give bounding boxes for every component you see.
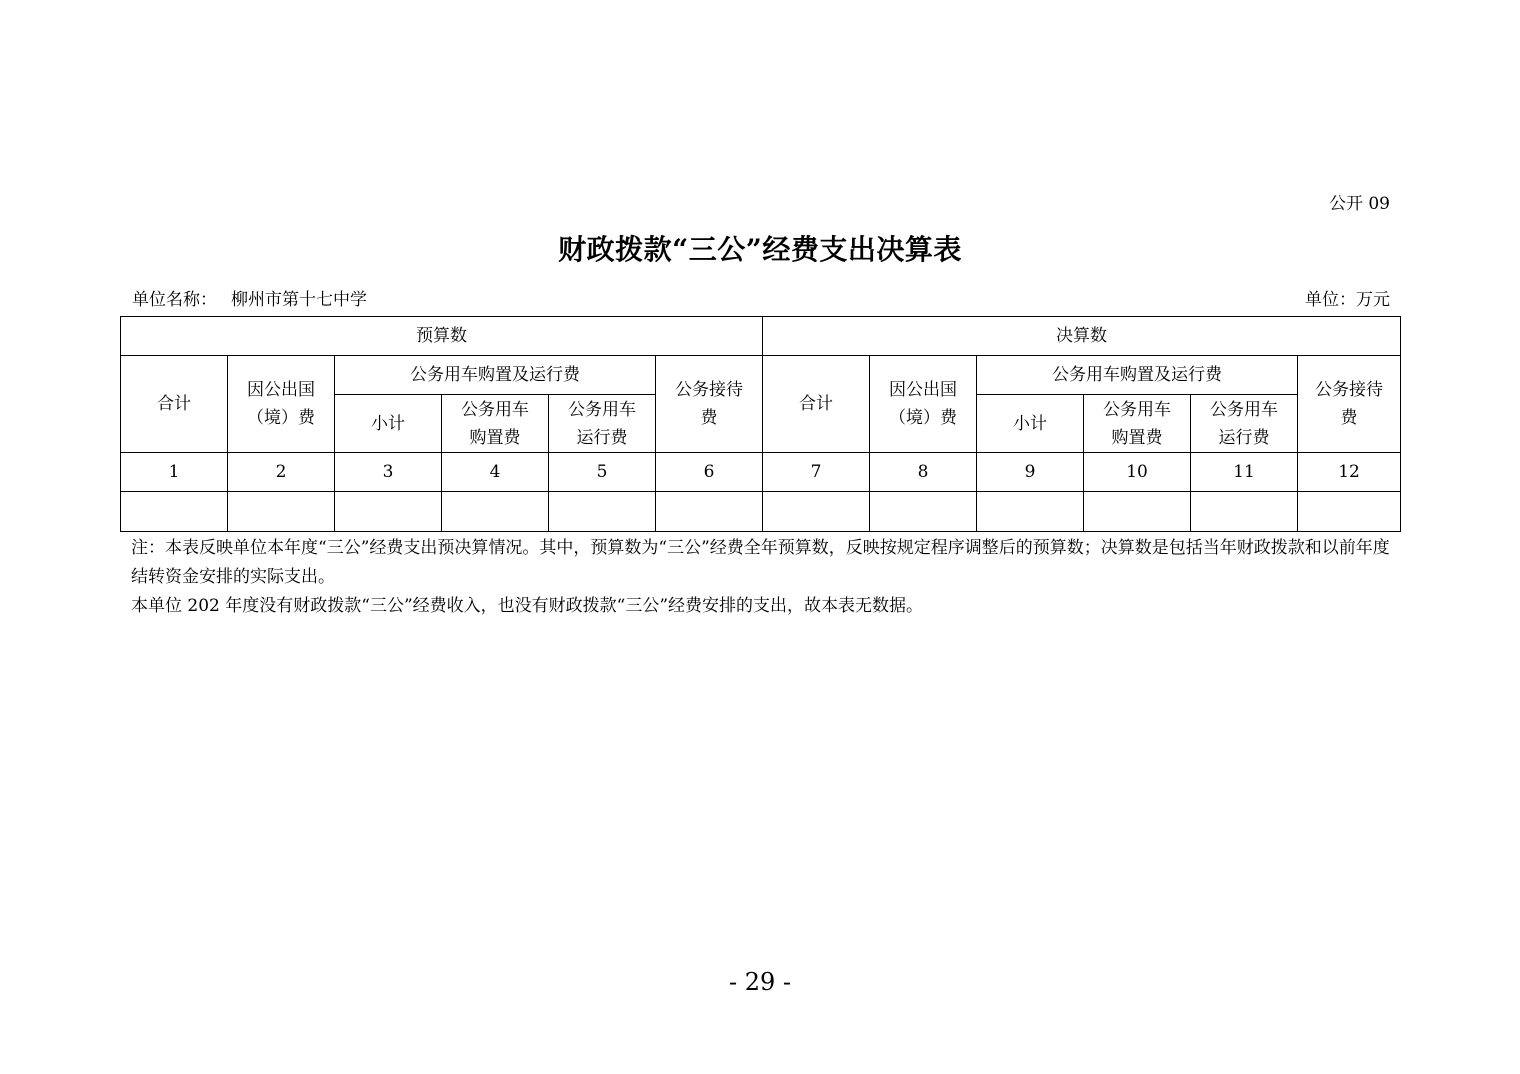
column-number: 12 — [1298, 453, 1401, 492]
budget-total-header: 合计 — [121, 356, 228, 453]
group-header-row — [121, 317, 1401, 356]
column-number: 4 — [442, 453, 549, 492]
column-number: 1 — [121, 453, 228, 492]
column-number: 3 — [335, 453, 442, 492]
final-subtotal-header: 小计 — [977, 395, 1084, 453]
column-number: 9 — [977, 453, 1084, 492]
column-number: 7 — [763, 453, 870, 492]
page-title: 财政拨款“三公”经费支出决算表 — [558, 233, 962, 266]
table-cell — [228, 492, 335, 532]
column-number: 5 — [549, 453, 656, 492]
column-number: 6 — [656, 453, 763, 492]
budget-subtotal-header: 小计 — [335, 395, 442, 453]
final-total-header: 合计 — [763, 356, 870, 453]
meta-row — [132, 285, 1390, 309]
budget-vehicle-purchase-header: 公务用车 购置费 — [442, 395, 549, 453]
three-public-expenses-table — [120, 316, 1401, 532]
table-cell — [870, 492, 977, 532]
column-header-row — [121, 356, 1401, 395]
document-code: 公开 09 — [1328, 194, 1390, 214]
final-abroad-header: 因公出国 （境）费 — [870, 356, 977, 453]
column-number: 10 — [1084, 453, 1191, 492]
column-number: 2 — [228, 453, 335, 492]
table-cell — [656, 492, 763, 532]
budget-group-header: 预算数 — [121, 317, 763, 356]
unit-name-value: 柳州市第十七中学 — [231, 290, 367, 310]
budget-vehicle-operation-header: 公务用车 运行费 — [549, 395, 656, 453]
table-cell — [763, 492, 870, 532]
table-cell — [1191, 492, 1298, 532]
table-notes — [131, 534, 1393, 621]
note-explanation: 注：本表反映单位本年度“三公”经费支出预决算情况。其中，预算数为“三公”经费全年预算数，反映按规定程序调整后的预算数；决算数是包括当年财政拨款和以前年度结转资金安排的实际支出。 — [131, 538, 1390, 587]
budget-abroad-header: 因公出国 （境）费 — [228, 356, 335, 453]
currency-unit: 单位：万元 — [1305, 290, 1390, 310]
final-reception-header: 公务接待 费 — [1298, 356, 1401, 453]
final-vehicle-operation-header: 公务用车 运行费 — [1191, 395, 1298, 453]
final-vehicle-group-header: 公务用车购置及运行费 — [977, 356, 1298, 395]
table-row — [121, 492, 1401, 532]
column-number: 11 — [1191, 453, 1298, 492]
column-number-row — [121, 453, 1401, 492]
table-cell — [335, 492, 442, 532]
column-number: 8 — [870, 453, 977, 492]
note-no-data: 本单位 202 年度没有财政拨款“三公”经费收入，也没有财政拨款“三公”经费安排的支出，故本表无数据。 — [131, 596, 924, 616]
unit-name-block — [132, 285, 367, 310]
budget-vehicle-group-header: 公务用车购置及运行费 — [335, 356, 656, 395]
table-cell — [121, 492, 228, 532]
budget-reception-header: 公务接待 费 — [656, 356, 763, 453]
final-account-group-header: 决算数 — [763, 317, 1401, 356]
page-number: - 29 - — [728, 968, 791, 996]
final-vehicle-purchase-header: 公务用车 购置费 — [1084, 395, 1191, 453]
table-cell — [442, 492, 549, 532]
table-cell — [1084, 492, 1191, 532]
table-cell — [549, 492, 656, 532]
table-cell — [977, 492, 1084, 532]
unit-name-label: 单位名称： — [132, 290, 217, 310]
table-cell — [1298, 492, 1401, 532]
